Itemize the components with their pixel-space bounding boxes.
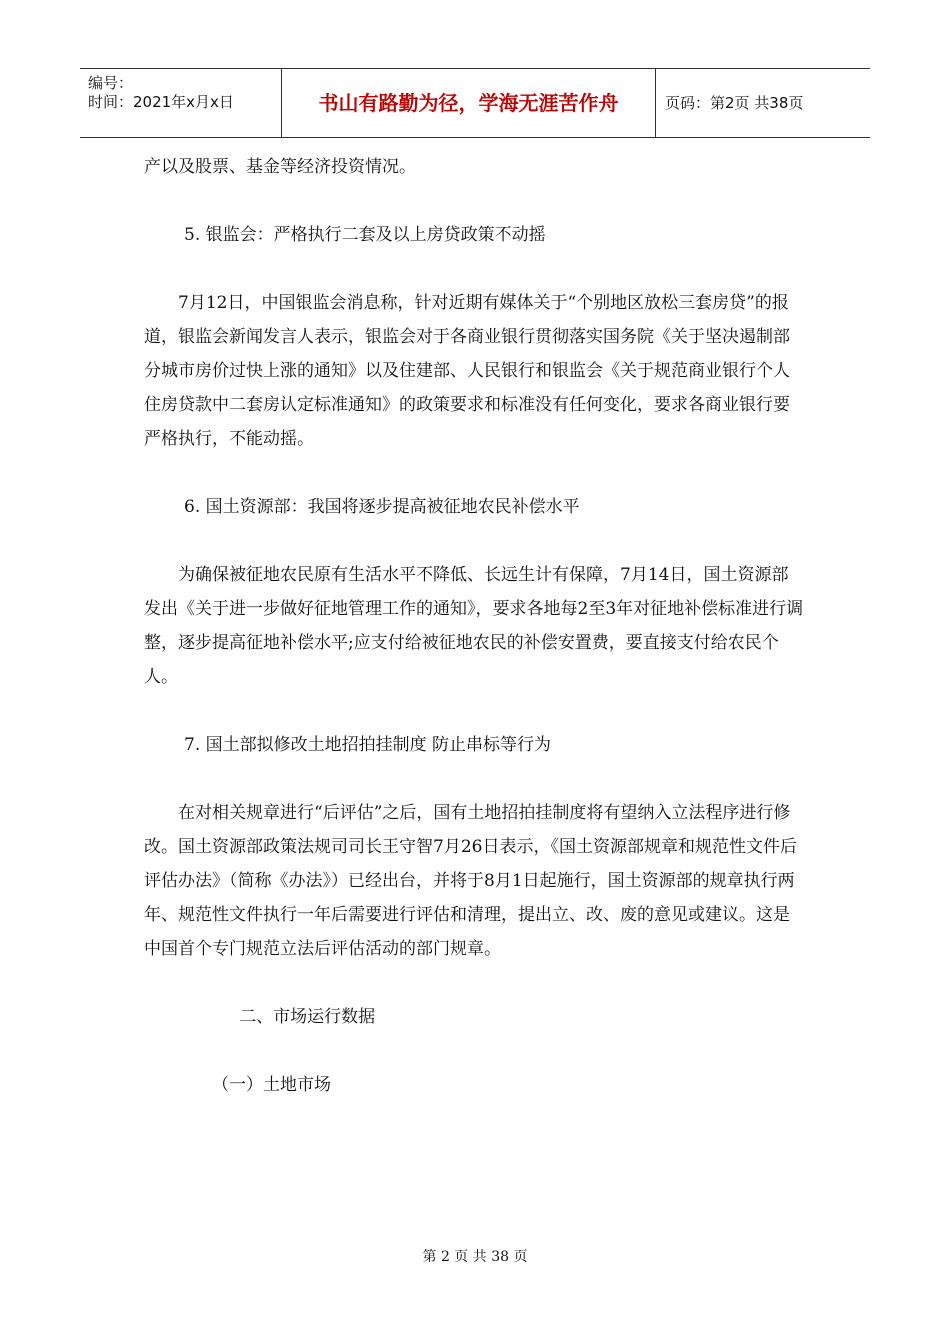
- paragraph-continued: 产以及股票、基金等经济投资情况。: [144, 157, 416, 177]
- paragraph-6: 为确保被征地农民原有生活水平不降低、长远生计有保障，7月14日，国土资源部发出《关于进一步做好征地管理工作的通知》，要求各地每2至3年对征地补偿标准进行调整，逐步提高征地补偿水平;应支付给被征地农民的补偿安置费，要直接支付给农民个人。: [144, 565, 804, 687]
- section-heading-7: 7. 国土部拟修改土地招拍挂制度 防止串标等行为: [184, 735, 552, 755]
- document-number-label: 编号：: [88, 74, 134, 92]
- section-heading-market-data: 二、市场运行数据: [239, 1007, 376, 1027]
- page-footer: 第 2 页 共 38 页: [422, 1249, 528, 1265]
- page-header: [80, 68, 870, 138]
- section-heading-5: 5. 银监会：严格执行二套及以上房贷政策不动摇: [184, 225, 546, 245]
- section-heading-6: 6. 国土资源部：我国将逐步提高被征地农民补偿水平: [184, 497, 580, 517]
- header-meta-cell: [80, 69, 282, 137]
- subsection-heading-land-market: （一）土地市场: [212, 1075, 331, 1095]
- document-body: [144, 150, 804, 1102]
- document-date-label: 时间：2021年x月x日: [88, 93, 234, 111]
- header-page-info: 页码：第2页 共38页: [665, 94, 804, 112]
- paragraph-5: 7月12日，中国银监会消息称，针对近期有媒体关于“个别地区放松三套房贷”的报道，银监会新闻发言人表示，银监会对于各商业银行贯彻落实国务院《关于坚决遏制部分城市房价过快上涨的通知》以及住建部、人民银行和银监会《关于规范商业银行个人住房贷款中二套房认定标准通知》的政策要求和标准没有任何变化，要求各商业银行要严格执行，不能动摇。: [144, 293, 790, 449]
- paragraph-7: 在对相关规章进行“后评估”之后，国有土地招拍挂制度将有望纳入立法程序进行修改。国土资源部政策法规司司长王守智7月26日表示，《国土资源部规章和规范性文件后评估办法》（简称《办法》）已经出台，并将于8月1日起施行，国土资源部的规章执行两年、规范性文件执行一年后需要进行评估和清理，提出立、改、废的意见或建议。这是中国首个专门规范立法后评估活动的部门规章。: [144, 803, 797, 959]
- header-motto: 书山有路勤为径，学海无涯苦作舟: [282, 69, 656, 137]
